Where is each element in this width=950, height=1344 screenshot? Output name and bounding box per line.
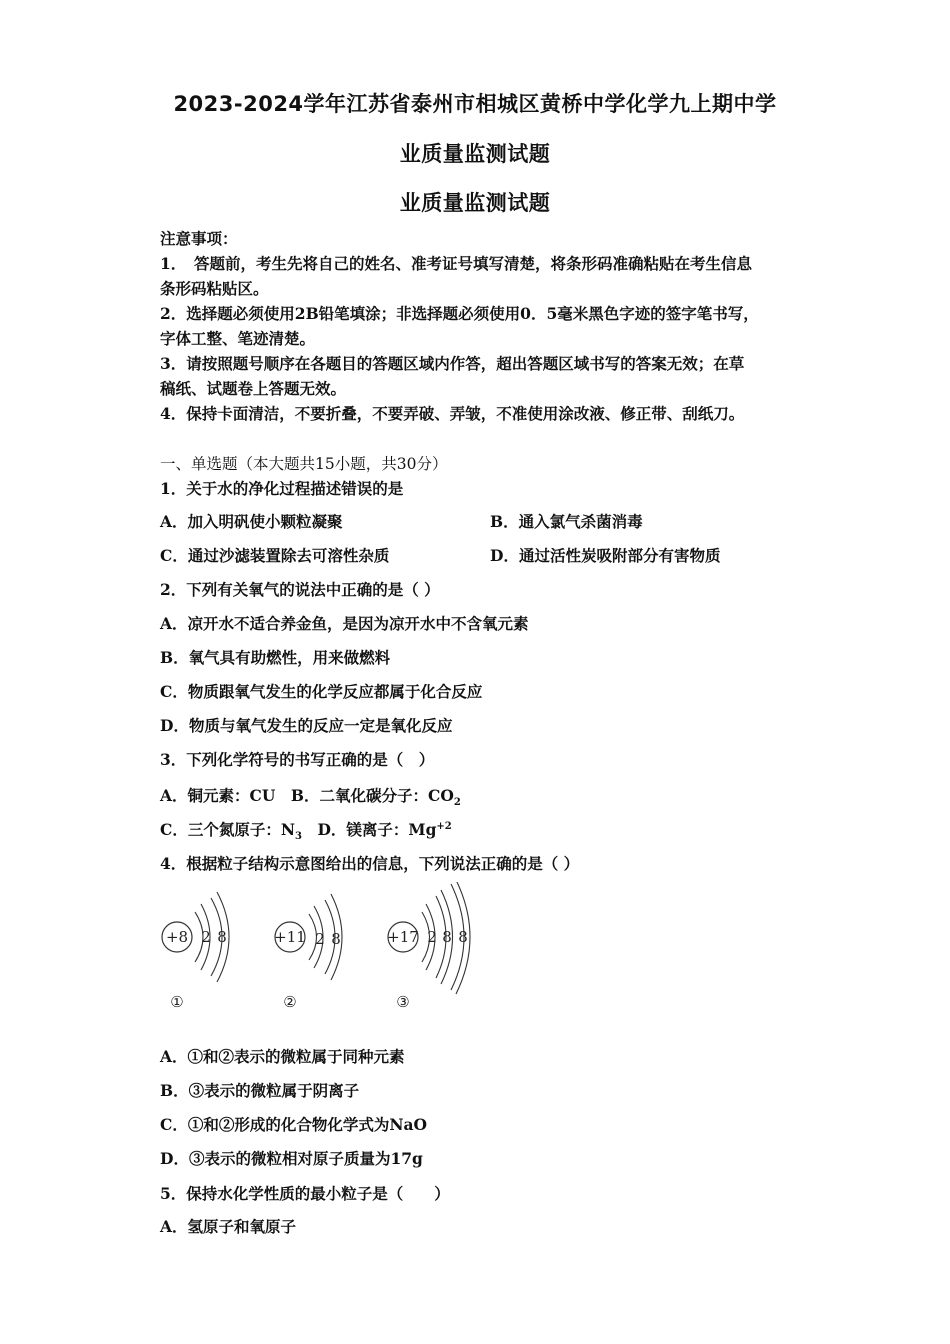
diagram-label: ② [283,993,297,1011]
notice-item: 4．保持卡面清洁，不要折叠，不要弄破、弄皱，不准使用涂改液、修正带、刮纸刀。 [160,404,745,423]
nucleus-charge: +17 [387,928,419,946]
q3-options-ab [160,784,461,808]
q3-option-d-text: D．镁离子：Mg [301,820,437,839]
page-title-line3: 业质量监测试题 [399,191,551,215]
question-stem-1: 1．关于水的净化过程描述错误的是 [160,479,404,498]
q2-option-b: B．氧气具有助燃性，用来做燃料 [160,648,391,667]
diagram-label: ③ [396,993,410,1011]
shell-electron-count: 2 [427,928,437,946]
q4-option-a: A．①和②表示的微粒属于同种元素 [160,1047,405,1066]
shell-electron-count: 8 [458,928,468,946]
section-heading: 一、单选题（本大题共15小题，共30分） [160,455,448,473]
notice-item: 稿纸、试题卷上答题无效。 [160,379,347,398]
q3-option-b-subscript: 2 [453,797,461,809]
q3-option-ab-text: A．铜元素：CU B．二氧化碳分子：CO [160,786,454,805]
question-stem-5: 5．保持水化学性质的最小粒子是（ ） [160,1184,450,1203]
q2-option-c: C．物质跟氧气发生的化学反应都属于化合反应 [160,682,483,701]
question-stem-4: 4．根据粒子结构示意图给出的信息，下列说法正确的是（ ） [160,854,580,873]
question-stem-3: 3．下列化学符号的书写正确的是（ ） [160,750,435,769]
q2-option-d: D．物质与氧气发生的反应一定是氧化反应 [160,716,453,735]
q1-option-c: C．通过沙滤装置除去可溶性杂质 [160,546,390,565]
notice-item: 2．选择题必须使用2B铅笔填涂；非选择题必须使用0．5毫米黑色字迹的签字笔书写， [160,304,759,323]
q1-option-a: A．加入明矾使小颗粒凝聚 [160,512,343,531]
shell-electron-count: 8 [217,928,227,946]
nucleus-charge: +11 [274,928,306,946]
q1-option-b: B．通入氯气杀菌消毒 [490,512,643,531]
page-title-line2: 业质量监测试题 [399,142,551,166]
q3-option-c-text: C．三个氮原子：N [160,820,296,839]
q4-option-d: D．③表示的微粒相对原子质量为17g [160,1149,423,1168]
q3-option-d-superscript: +2 [436,820,452,832]
shell-electron-count: 2 [201,928,211,946]
q3-options-cd [160,818,452,842]
atom-structure-diagrams [155,882,495,1017]
q3-option-c-subscript: 3 [295,831,302,843]
notice-item: 3．请按照题号顺序在各题目的答题区域内作答，超出答题区域书写的答案无效；在草 [160,354,745,373]
q2-option-a: A．凉开水不适合养金鱼，是因为凉开水中不含氧元素 [160,614,529,633]
shell-electron-count: 8 [331,930,341,948]
q1-option-d: D．通过活性炭吸附部分有害物质 [490,546,721,565]
atom-diagram-2 [274,894,342,1011]
nucleus-charge: +8 [165,928,189,946]
notice-item: 字体工整、笔迹清楚。 [160,329,316,348]
atom-diagram-3 [387,882,470,1011]
atom-diagram-1 [162,892,229,1011]
notice-heading: 注意事项： [160,229,238,248]
diagram-label: ① [170,993,184,1011]
notice-item: 1． 答题前，考生先将自己的姓名、准考证号填写清楚，将条形码准确粘贴在考生信息 [160,254,753,273]
notice-item: 条形码粘贴区。 [160,279,269,298]
q4-option-c: C．①和②形成的化合物化学式为NaO [160,1115,428,1134]
page-title: 2023-2024学年江苏省泰州市相城区黄桥中学化学九上期中学 [173,92,777,116]
q4-option-b: B．③表示的微粒属于阴离子 [160,1081,360,1100]
question-stem-2: 2．下列有关氧气的说法中正确的是（ ） [160,580,440,599]
shell-electron-count: 2 [315,930,325,948]
shell-electron-count: 8 [442,928,452,946]
q5-option-a: A．氢原子和氧原子 [160,1217,297,1236]
